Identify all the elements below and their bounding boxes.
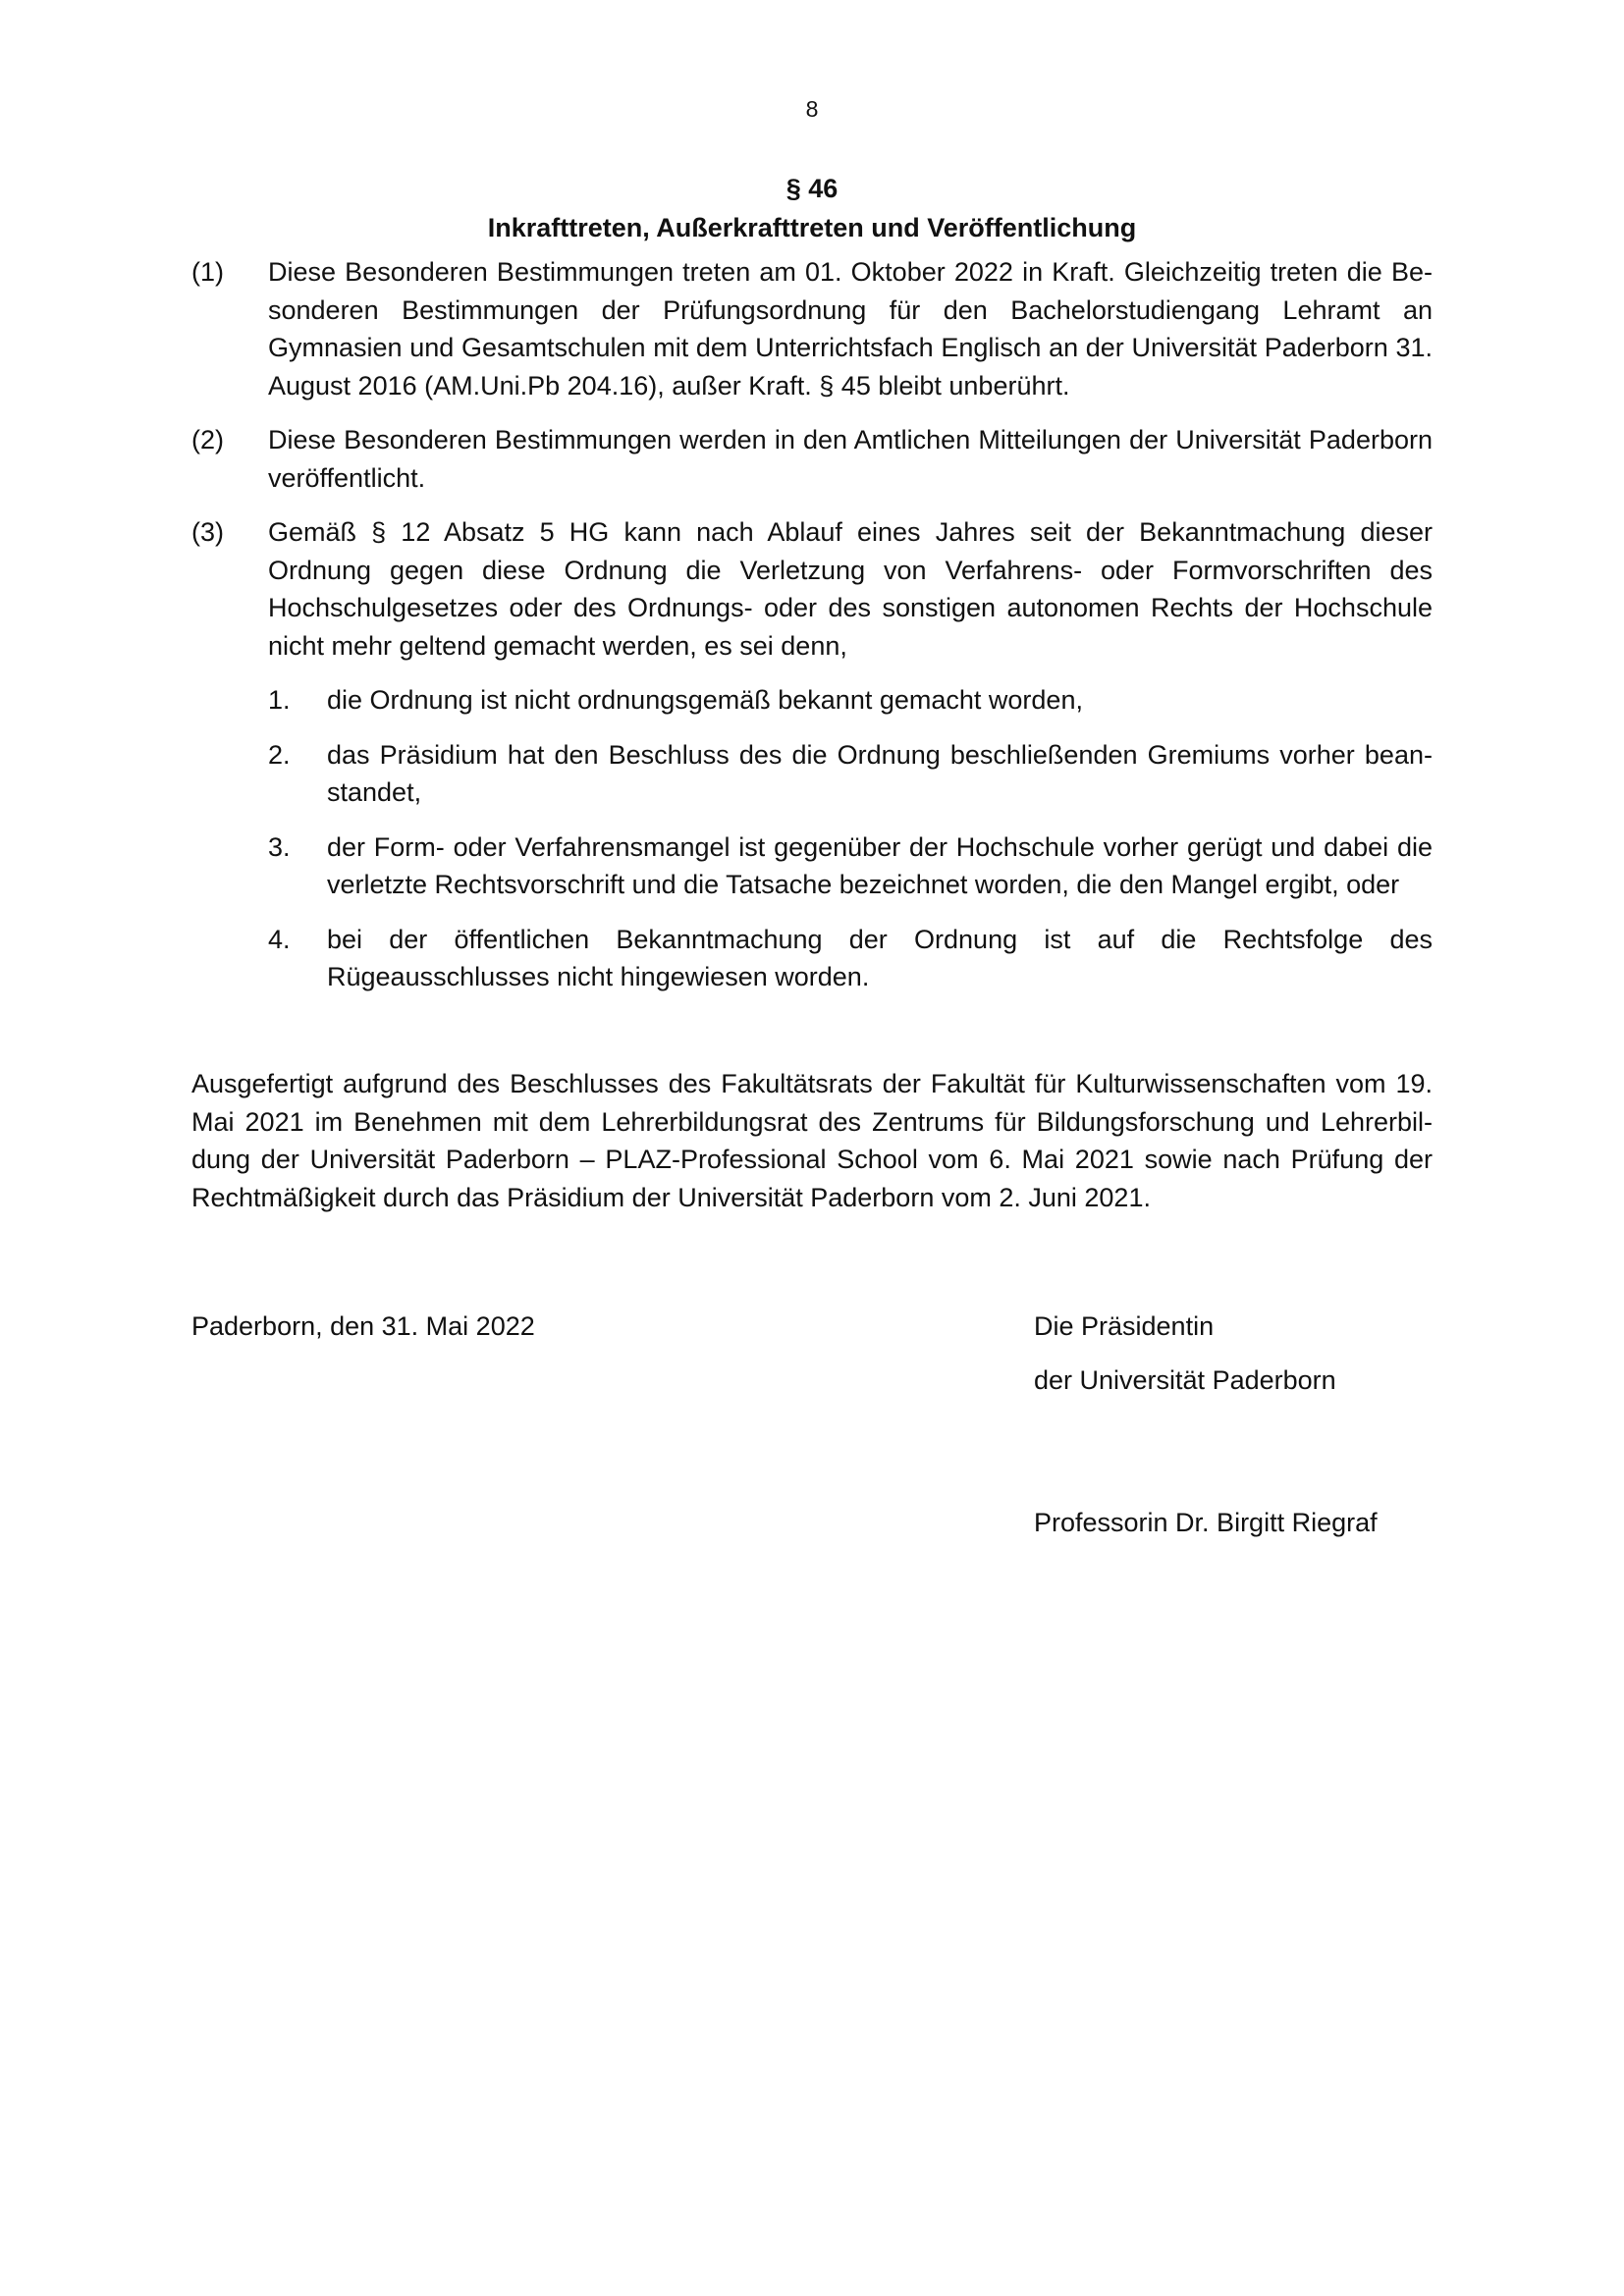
list-item-number: 1. <box>268 685 291 715</box>
section-heading <box>0 169 1624 247</box>
signatory-name: Professorin Dr. Birgitt Riegraf <box>1034 1508 1378 1537</box>
list-item-number: 4. <box>268 924 291 954</box>
place-date: Paderborn, den 31. Mai 2022 <box>191 1311 535 1341</box>
section-body <box>191 253 1433 1030</box>
list-item-text: das Präsidium hat den Beschluss des die Ordnung beschließenden Gremiums vorher beanstandet, <box>327 739 1433 807</box>
list-item <box>268 921 1433 996</box>
paragraph-text: Diese Besonderen Bestimmungen treten am 01. Oktober 2022 in Kraft. Gleichzeitig treten die Besonderen Bestimmungen der Prüfungsordnung für den Bachelorstudiengang Lehramt an Gymnasien und Gesamtschulen mit dem Unterrichtsfach Englisch an der Universität Paderborn 31. August 2016 (AM.Uni.Pb 204.16), außer Kraft. § 45 bleibt unberührt. <box>268 257 1433 400</box>
paragraph-text: Diese Besonderen Bestimmungen werden in den Amtlichen Mitteilungen der Universität Paderborn veröffentlicht. <box>268 425 1433 493</box>
list-item-text: der Form- oder Verfahrensmangel ist gegenüber der Hochschule vorher gerügt und dabei die verletzte Rechtsvorschrift und die Tatsache bezeichnet worden, die den Mangel ergibt, oder <box>327 831 1433 899</box>
paragraph-number: (3) <box>191 517 224 547</box>
paragraph-number: (1) <box>191 257 224 287</box>
paragraph-body <box>268 513 1433 1013</box>
list-item-number: 2. <box>268 739 291 770</box>
list-item-text: die Ordnung ist nicht ordnungsgemäß bekannt gemacht worden, <box>327 685 1083 715</box>
list-item <box>268 736 1433 812</box>
signature-block <box>1034 1308 1336 1399</box>
section-title: Inkrafttreten, Außerkrafttreten und Veröffentlichung <box>487 213 1137 242</box>
closing-statement: Ausgefertigt aufgrund des Beschlusses des Fakultätsrats der Fakultät für Kulturwissenschaften vom 19. Mai 2021 im Benehmen mit dem Lehrerbildungsrat des Zentrums für Bildungsforschung und Lehrerbildung der Universität Paderborn – PLAZ-Professional School vom 6. Mai 2021 sowie nach Prüfung der Rechtmäßigkeit durch das Präsidium der Universität Paderborn vom 2. Juni 2021. <box>191 1069 1433 1212</box>
exception-list <box>268 681 1433 996</box>
page-number: 8 <box>805 96 819 122</box>
list-item-number: 3. <box>268 831 291 862</box>
list-item-text: bei der öffentlichen Bekanntmachung der Ordnung ist auf die Rechtsfolge des Rügeausschlusses nicht hingewiesen worden. <box>327 924 1433 991</box>
list-item <box>268 828 1433 904</box>
paragraph-2 <box>191 421 1433 497</box>
list-item <box>268 681 1433 720</box>
paragraph-number: (2) <box>191 425 224 454</box>
signature-title: Die Präsidentin <box>1034 1311 1215 1341</box>
paragraph-1 <box>191 253 1433 404</box>
section-number: § 46 <box>785 174 839 203</box>
paragraph-3 <box>191 513 1433 1013</box>
signature-institution: der Universität Paderborn <box>1034 1364 1336 1395</box>
paragraph-text: Gemäß § 12 Absatz 5 HG kann nach Ablauf eines Jahres seit der Bekanntmachung dieser Ordnung gegen diese Ordnung die Verletzung von Verfahrens- oder Formvorschriften des Hochschulgesetzes oder des Ordnungs- oder des sonstigen autonomen Rechts der Hochschule nicht mehr geltend gemacht werden, es sei denn, <box>268 517 1433 661</box>
